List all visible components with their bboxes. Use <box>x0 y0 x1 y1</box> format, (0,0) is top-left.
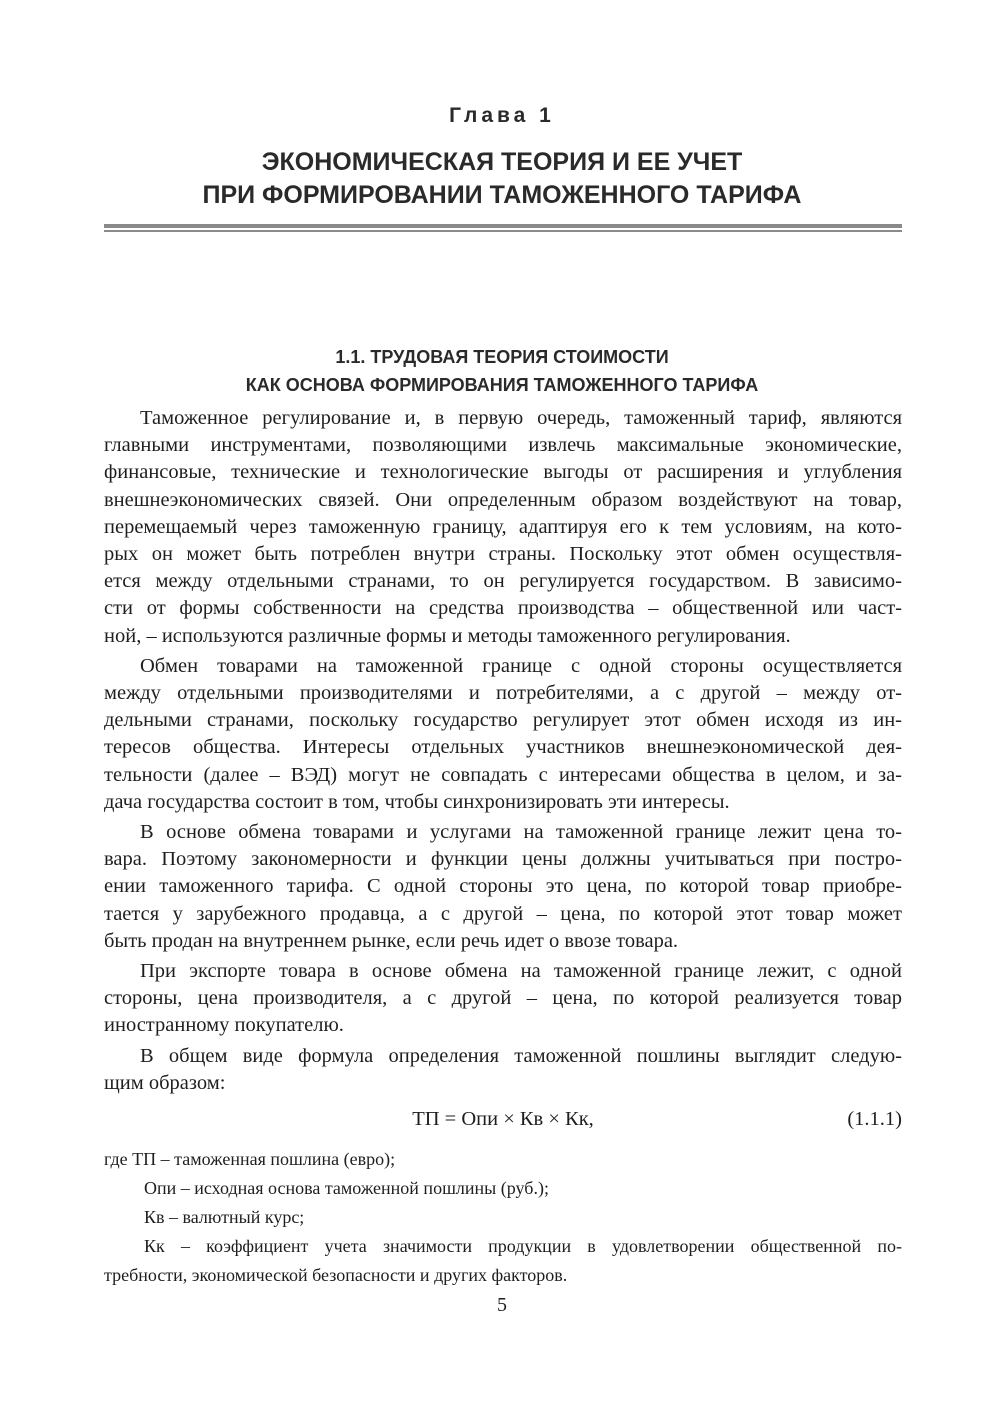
paragraph-line: стороны, цена производителя, а с другой – цена, по которой реализуется товар <box>104 987 902 1010</box>
paragraph-line: Обмен товарами на таможенной границе с одной стороны осуществляется <box>140 654 902 677</box>
paragraph <box>104 819 902 955</box>
formula-expression: ТП = Опи × Кв × Кк, <box>412 1108 594 1130</box>
definition-item-line: Кк – коэффициент учета значимости продукции в удовлетворении общественной по- <box>144 1236 902 1256</box>
chapter-title-line: ЭКОНОМИЧЕСКАЯ ТЕОРИЯ И ЕЕ УЧЕТ <box>261 148 743 176</box>
paragraph-line: дача государства состоит в том, чтобы синхронизировать эти интересы. <box>104 790 730 813</box>
chapter-label: Глава 1 <box>449 104 555 127</box>
definition-item: Опи – исходная основа таможенной пошлины (руб.); <box>144 1178 549 1198</box>
paragraph-line: ении таможенного тарифа. С одной стороны это цена, по которой товар приобре- <box>104 875 902 898</box>
paragraph <box>104 1043 902 1097</box>
formula-definitions <box>104 1145 902 1290</box>
paragraph <box>104 653 902 816</box>
paragraph-line: сти от формы собственности на средства производства – общественной или част- <box>104 597 902 620</box>
paragraph-line: финансовые, технические и технологические выгоды от расширения и углубления <box>104 461 902 484</box>
body-text <box>104 405 902 1097</box>
section-title-line: КАК ОСНОВА ФОРМИРОВАНИЯ ТАМОЖЕННОГО ТАРИФА <box>245 375 759 395</box>
paragraph-line: рых он может быть потреблен внутри страны. Поскольку этот обмен осуществля- <box>104 543 902 566</box>
formula <box>104 1108 902 1136</box>
section-title <box>0 343 1004 399</box>
paragraph-line: тересов общества. Интересы отдельных участников внешнеэкономической дея- <box>104 736 902 759</box>
paragraph-line: тается у зарубежного продавца, а с другой – цена, по которой этот товар может <box>104 902 902 925</box>
paragraph-line: При экспорте товара в основе обмена на таможенной границе лежит, с одной <box>140 960 902 983</box>
paragraph <box>104 958 902 1040</box>
chapter-divider-thin <box>104 230 902 232</box>
paragraph-line: перемещаемый через таможенную границу, адаптируя его к тем условиям, на кото- <box>104 515 902 538</box>
formula-number: (1.1.1) <box>847 1108 902 1130</box>
chapter-title-line: ПРИ ФОРМИРОВАНИИ ТАМОЖЕННОГО ТАРИФА <box>202 181 802 209</box>
chapter-divider-thick <box>104 224 902 228</box>
paragraph-line: дельными странами, поскольку государство регулирует этот обмен исходя из ин- <box>104 709 902 732</box>
paragraph-line: внешнеэкономических связей. Они определенным образом воздействуют на товар, <box>104 488 902 511</box>
paragraph-line: щим образом: <box>104 1071 226 1094</box>
paragraph-line: иностранному покупателю. <box>104 1014 344 1037</box>
paragraph-line: Таможенное регулирование и, в первую очередь, таможенный тариф, являются <box>140 407 902 429</box>
definition-item: где ТП – таможенная пошлина (евро); <box>104 1149 396 1169</box>
paragraph-line: быть продан на внутреннем рынке, если речь идет о ввозе товара. <box>104 929 679 952</box>
definition-item-line: требности, экономической безопасности и других факторов. <box>104 1265 568 1285</box>
paragraph-line: ется между отдельными странами, то он регулируется государством. В зависимо- <box>104 570 902 593</box>
page-number: 5 <box>497 1294 507 1316</box>
paragraph-line: В основе обмена товарами и услугами на таможенной границе лежит цена то- <box>140 821 902 844</box>
paragraph-line: главными инструментами, позволяющими извлечь максимальные экономические, <box>104 434 902 457</box>
paragraph-line: В общем виде формула определения таможенной пошлины выглядит следую- <box>140 1044 902 1067</box>
section-title-line: 1.1. ТРУДОВАЯ ТЕОРИЯ СТОИМОСТИ <box>335 347 669 367</box>
paragraph-line: тельности (далее – ВЭД) могут не совпадать с интересами общества в целом, и за- <box>104 763 902 786</box>
definition-item: Кв – валютный курс; <box>144 1207 305 1227</box>
paragraph-line: ной, – используются различные формы и методы таможенного регулирования. <box>104 624 791 647</box>
paragraph-line: между отдельными производителями и потребителями, а с другой – между от- <box>104 682 902 705</box>
chapter-title <box>0 146 1004 212</box>
paragraph <box>104 405 902 650</box>
paragraph-line: вара. Поэтому закономерности и функции цены должны учитываться при постро- <box>104 848 902 871</box>
